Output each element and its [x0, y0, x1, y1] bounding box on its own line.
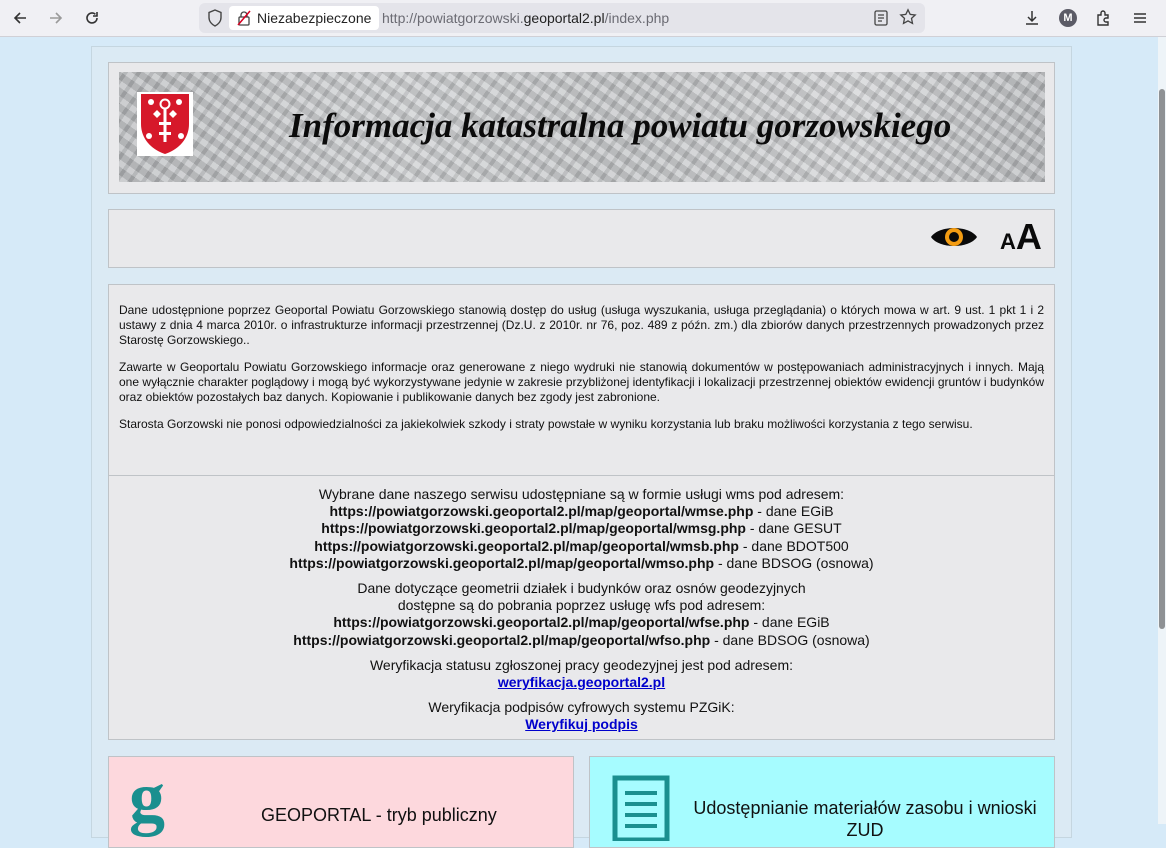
wms-service-row: [109, 538, 1054, 555]
account-avatar[interactable]: [1056, 6, 1080, 30]
wfs-intro-line: Dane dotyczące geometrii działek i budynków oraz osnów geodezyjnych: [357, 580, 806, 597]
header-box: [108, 62, 1055, 194]
wfs-intro-line: dostępne są do pobrania poprzez usługę wfs pod adresem:: [397, 597, 766, 614]
wms-service-row: [109, 520, 1054, 537]
wms-desc: - dane BDOT500: [738, 537, 849, 554]
page-scrollbar[interactable]: [1158, 37, 1166, 824]
zud-requests-tile[interactable]: [589, 756, 1055, 848]
services-info: [108, 475, 1055, 740]
wfs-desc: - dane EGiB: [749, 614, 830, 631]
high-contrast-eye-icon[interactable]: [929, 221, 979, 258]
wms-desc: - dane BDSOG (osnowa): [714, 554, 874, 571]
url-domain: geoportal2.pl: [523, 10, 605, 26]
browser-toolbar: [0, 0, 1166, 37]
menu-hamburger-icon[interactable]: [1128, 6, 1152, 30]
wfs-service-row: [109, 632, 1054, 649]
shield-icon[interactable]: [207, 9, 223, 32]
wms-service-row: [109, 555, 1054, 572]
font-large-label: A: [1015, 216, 1042, 257]
address-bar[interactable]: [199, 3, 925, 33]
security-label: Niezabezpieczone: [257, 10, 372, 26]
back-arrow-icon[interactable]: [8, 6, 32, 30]
bookmark-star-icon[interactable]: [899, 8, 917, 31]
wms-desc: - dane GESUT: [745, 520, 842, 537]
wfs-desc: - dane BDSOG (osnowa): [710, 631, 870, 648]
wms-url: https://powiatgorzowski.geoportal2.pl/map/geoportal/wmsg.php: [321, 520, 746, 537]
geoportal-g-icon: g: [129, 757, 165, 837]
verify-work-link[interactable]: weryfikacja.geoportal2.pl: [497, 674, 666, 691]
tile-label: GEOPORTAL - tryb publiczny: [261, 805, 497, 825]
reload-icon[interactable]: [80, 6, 104, 30]
wms-url: https://powiatgorzowski.geoportal2.pl/map/geoportal/wmse.php: [329, 503, 754, 520]
page-container: [91, 46, 1072, 838]
font-small-label: A: [1000, 229, 1016, 254]
url-text[interactable]: [382, 10, 669, 26]
insecure-lock-icon: [237, 10, 251, 26]
verify-signature-text: Weryfikacja podpisów cyfrowych systemu PZGiK:: [428, 699, 735, 716]
wfs-url: https://powiatgorzowski.geoportal2.pl/map/geoportal/wfso.php: [293, 631, 711, 648]
coat-of-arms-icon: [137, 92, 193, 156]
notice-paragraph: Dane udostępnione poprzez Geoportal Powiatu Gorzowskiego stanowią dostęp do usług (usługa wyszukania, usługa przeglądania) o których mowa w art. 9 ust. 1 pkt 1 i 2 ustawy z dnia 4 marca 2010r. o infrastrukturze informacji przestrzennej (Dz.U. z 2010r. nr 76, poz. 489 z późn. zm.) dla zbiorów danych przestrzennych prowadzonych przez Starostę Gorzowskiego..: [119, 303, 1044, 347]
verify-signature-link[interactable]: Weryfikuj podpis: [525, 716, 638, 733]
avatar: M: [1059, 9, 1077, 27]
wms-url: https://powiatgorzowski.geoportal2.pl/map/geoportal/wmsb.php: [314, 537, 739, 554]
legal-notice: [108, 284, 1055, 477]
wms-service-row: [109, 503, 1054, 520]
wfs-service-row: [109, 614, 1054, 631]
url-path: /index.php: [604, 10, 670, 26]
accessibility-bar: [108, 209, 1055, 268]
document-list-icon: [612, 775, 670, 846]
insecure-connection-badge[interactable]: [229, 6, 379, 30]
notice-paragraph: Starosta Gorzowski nie ponosi odpowiedzialności za jakiekolwiek szkody i straty powstałe w wyniku korzystania lub braku możliwości korzystania z tego serwisu.: [119, 417, 973, 431]
header-banner: [119, 72, 1045, 182]
reader-view-icon[interactable]: [873, 9, 889, 32]
scrollbar-thumb[interactable]: [1159, 89, 1165, 629]
font-size-toggle-button[interactable]: [1000, 216, 1042, 258]
wms-intro: Wybrane dane naszego serwisu udostępniane są w formie usługi wms pod adresem:: [318, 486, 845, 502]
notice-paragraph: Zawarte w Geoportalu Powiatu Gorzowskiego informacje oraz generowane z niego wydruki nie stanowią dokumentów w postępowaniach administracyjnych i innych. Mają one wyłącznie charakter poglądowy i mogą być wykorzystywane jedynie w zakresie przybliżonej identyfikacji i lokalizacji przestrzennej obiektów ewidencji gruntów i budynków oraz obiektów pozostałych baz danych. Kopiowanie i publikowanie danych bez zgody jest zabronione.: [119, 360, 1044, 404]
page-title: Informacja katastralna powiatu gorzowskiego: [289, 106, 952, 145]
verify-work-text: Weryfikacja statusu zgłoszonej pracy geodezyjnej jest pod adresem:: [369, 656, 794, 673]
wfs-url: https://powiatgorzowski.geoportal2.pl/map/geoportal/wfse.php: [333, 614, 750, 631]
tile-label: Udostępnianie materiałów zasobu i wnioski ZUD: [693, 798, 1037, 840]
geoportal-public-tile[interactable]: [108, 756, 574, 848]
downloads-icon[interactable]: [1020, 6, 1044, 30]
wms-url: https://powiatgorzowski.geoportal2.pl/map/geoportal/wmso.php: [289, 554, 715, 571]
wms-desc: - dane EGiB: [753, 503, 834, 520]
url-prefix: http://powiatgorzowski.: [382, 10, 524, 26]
forward-arrow-icon[interactable]: [44, 6, 68, 30]
extensions-icon[interactable]: [1092, 6, 1116, 30]
